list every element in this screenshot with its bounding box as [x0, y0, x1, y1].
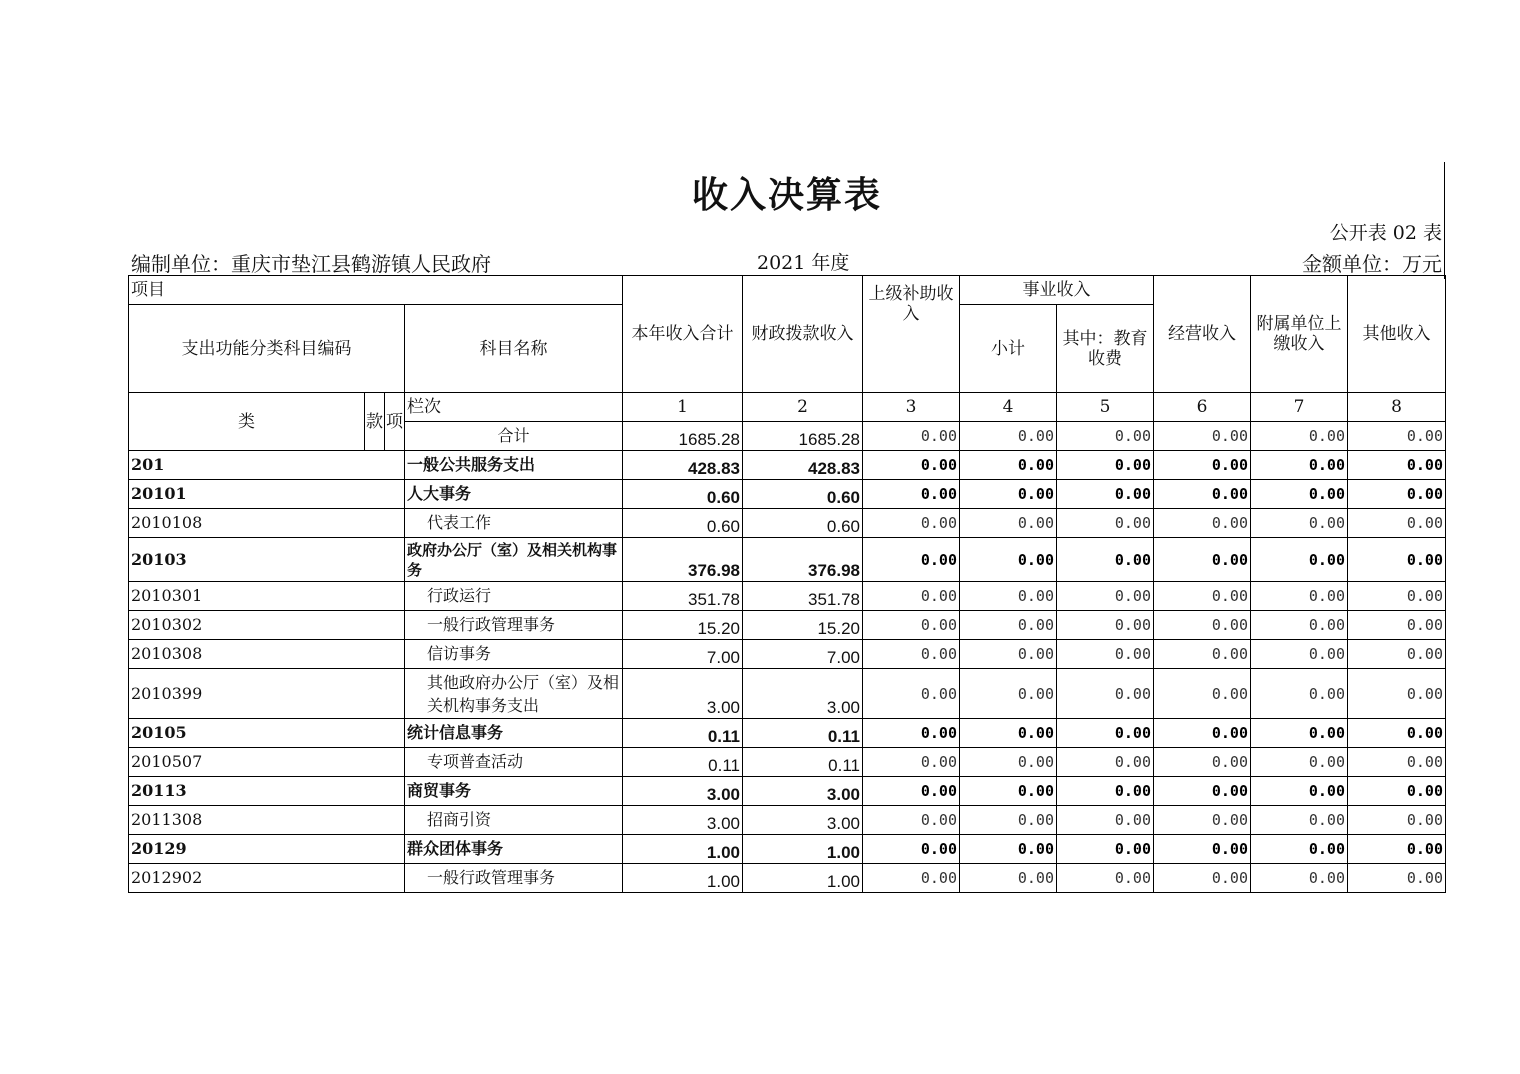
header-function-code: 支出功能分类科目编码 — [129, 305, 405, 393]
row-subject-name: 其他政府办公厅（室）及相关机构事务支出 — [405, 669, 623, 719]
header-subject-name: 科目名称 — [405, 305, 623, 393]
row-amount: 7.00 — [623, 640, 743, 669]
total-value: 0.00 — [1251, 422, 1348, 451]
row-zero-amount: 0.00 — [1154, 509, 1251, 538]
row-zero-amount: 0.00 — [960, 669, 1057, 719]
row-amount: 428.83 — [623, 451, 743, 480]
header-total-income: 本年收入合计 — [623, 276, 743, 393]
row-zero-amount: 0.00 — [1251, 669, 1348, 719]
row-zero-amount: 0.00 — [1251, 864, 1348, 893]
row-zero-amount: 0.00 — [1154, 806, 1251, 835]
row-zero-amount: 0.00 — [960, 864, 1057, 893]
row-zero-amount: 0.00 — [1348, 451, 1446, 480]
row-zero-amount: 0.00 — [960, 835, 1057, 864]
header-project: 项目 — [129, 276, 623, 305]
row-zero-amount: 0.00 — [1057, 835, 1154, 864]
header-lei: 类 — [129, 393, 365, 451]
row-zero-amount: 0.00 — [863, 777, 960, 806]
row-amount: 0.11 — [743, 719, 863, 748]
row-subject-name: 商贸事务 — [405, 777, 623, 806]
row-subject-name: 人大事务 — [405, 480, 623, 509]
header-xiang: 项 — [385, 393, 405, 451]
row-zero-amount: 0.00 — [1251, 451, 1348, 480]
row-zero-amount: 0.00 — [863, 669, 960, 719]
money-unit: 金额单位：万元 — [1302, 252, 1442, 276]
row-zero-amount: 0.00 — [1057, 806, 1154, 835]
row-zero-amount: 0.00 — [1057, 538, 1154, 582]
row-zero-amount: 0.00 — [960, 509, 1057, 538]
table-row — [129, 480, 1446, 509]
row-amount: 0.11 — [623, 719, 743, 748]
row-zero-amount: 0.00 — [1057, 451, 1154, 480]
row-amount: 3.00 — [743, 669, 863, 719]
row-zero-amount: 0.00 — [1057, 582, 1154, 611]
table-row — [129, 451, 1446, 480]
total-value: 0.00 — [863, 422, 960, 451]
row-amount: 3.00 — [623, 806, 743, 835]
row-subject-name: 代表工作 — [405, 509, 623, 538]
row-amount: 7.00 — [743, 640, 863, 669]
table-row — [129, 538, 1446, 582]
row-zero-amount: 0.00 — [1154, 719, 1251, 748]
row-subject-name: 一般行政管理事务 — [405, 864, 623, 893]
row-zero-amount: 0.00 — [1348, 582, 1446, 611]
row-amount: 15.20 — [623, 611, 743, 640]
row-amount: 376.98 — [743, 538, 863, 582]
row-zero-amount: 0.00 — [960, 640, 1057, 669]
row-zero-amount: 0.00 — [863, 538, 960, 582]
row-amount: 1.00 — [743, 835, 863, 864]
total-label: 合计 — [405, 422, 623, 451]
row-subject-name: 招商引资 — [405, 806, 623, 835]
row-amount: 351.78 — [743, 582, 863, 611]
row-code: 2012902 — [129, 864, 405, 893]
row-zero-amount: 0.00 — [1154, 480, 1251, 509]
row-code: 201 — [129, 451, 405, 480]
header-superior-subsidy: 上级补助收入 — [863, 276, 960, 393]
row-code: 2011308 — [129, 806, 405, 835]
row-zero-amount: 0.00 — [1154, 611, 1251, 640]
row-zero-amount: 0.00 — [1057, 864, 1154, 893]
form-number: 公开表 02 表 — [1329, 222, 1442, 244]
col-number: 5 — [1057, 393, 1154, 422]
row-zero-amount: 0.00 — [1251, 835, 1348, 864]
row-amount: 1.00 — [623, 864, 743, 893]
row-zero-amount: 0.00 — [1251, 806, 1348, 835]
row-subject-name: 行政运行 — [405, 582, 623, 611]
header-other-income: 其他收入 — [1348, 276, 1446, 393]
row-zero-amount: 0.00 — [863, 582, 960, 611]
row-amount: 0.60 — [623, 509, 743, 538]
table-row — [129, 748, 1446, 777]
row-zero-amount: 0.00 — [1348, 611, 1446, 640]
col-number: 7 — [1251, 393, 1348, 422]
col-number: 1 — [623, 393, 743, 422]
row-zero-amount: 0.00 — [1057, 669, 1154, 719]
row-amount: 3.00 — [743, 777, 863, 806]
row-zero-amount: 0.00 — [1154, 669, 1251, 719]
row-zero-amount: 0.00 — [1154, 835, 1251, 864]
row-zero-amount: 0.00 — [960, 582, 1057, 611]
row-zero-amount: 0.00 — [1348, 719, 1446, 748]
row-zero-amount: 0.00 — [1251, 777, 1348, 806]
header-education-fee: 其中：教育收费 — [1057, 305, 1154, 393]
row-zero-amount: 0.00 — [1154, 451, 1251, 480]
row-amount: 0.11 — [623, 748, 743, 777]
row-zero-amount: 0.00 — [960, 611, 1057, 640]
row-zero-amount: 0.00 — [863, 806, 960, 835]
table-row — [129, 640, 1446, 669]
header-affiliate-income: 附属单位上缴收入 — [1251, 276, 1348, 393]
row-amount: 3.00 — [623, 777, 743, 806]
row-zero-amount: 0.00 — [1057, 777, 1154, 806]
row-zero-amount: 0.00 — [1348, 640, 1446, 669]
row-subject-name: 统计信息事务 — [405, 719, 623, 748]
row-code: 2010108 — [129, 509, 405, 538]
row-zero-amount: 0.00 — [1154, 640, 1251, 669]
header-kuan: 款 — [365, 393, 385, 451]
row-zero-amount: 0.00 — [960, 538, 1057, 582]
row-zero-amount: 0.00 — [863, 451, 960, 480]
row-zero-amount: 0.00 — [1057, 509, 1154, 538]
row-zero-amount: 0.00 — [960, 748, 1057, 777]
row-subject-name: 一般行政管理事务 — [405, 611, 623, 640]
row-zero-amount: 0.00 — [1154, 777, 1251, 806]
row-zero-amount: 0.00 — [960, 719, 1057, 748]
row-subject-name: 信访事务 — [405, 640, 623, 669]
row-zero-amount: 0.00 — [1348, 806, 1446, 835]
header-lanci: 栏次 — [405, 393, 623, 422]
row-amount: 0.11 — [743, 748, 863, 777]
row-zero-amount: 0.00 — [863, 509, 960, 538]
row-zero-amount: 0.00 — [863, 719, 960, 748]
row-zero-amount: 0.00 — [863, 835, 960, 864]
col-number: 3 — [863, 393, 960, 422]
row-zero-amount: 0.00 — [1251, 509, 1348, 538]
row-code: 2010308 — [129, 640, 405, 669]
row-amount: 428.83 — [743, 451, 863, 480]
row-zero-amount: 0.00 — [1348, 480, 1446, 509]
row-amount: 376.98 — [623, 538, 743, 582]
row-amount: 1.00 — [743, 864, 863, 893]
row-code: 20101 — [129, 480, 405, 509]
col-number: 2 — [743, 393, 863, 422]
row-zero-amount: 0.00 — [1348, 777, 1446, 806]
table-row — [129, 582, 1446, 611]
fiscal-year: 2021 年度 — [757, 252, 850, 274]
row-zero-amount: 0.00 — [1348, 509, 1446, 538]
table-row — [129, 806, 1446, 835]
row-amount: 0.60 — [743, 509, 863, 538]
row-zero-amount: 0.00 — [1154, 748, 1251, 777]
row-zero-amount: 0.00 — [1348, 748, 1446, 777]
row-zero-amount: 0.00 — [863, 480, 960, 509]
row-zero-amount: 0.00 — [960, 451, 1057, 480]
row-code: 2010507 — [129, 748, 405, 777]
row-zero-amount: 0.00 — [1057, 480, 1154, 509]
row-zero-amount: 0.00 — [1057, 611, 1154, 640]
row-zero-amount: 0.00 — [1348, 864, 1446, 893]
row-amount: 0.60 — [743, 480, 863, 509]
row-zero-amount: 0.00 — [1057, 640, 1154, 669]
row-zero-amount: 0.00 — [1348, 835, 1446, 864]
col-number: 6 — [1154, 393, 1251, 422]
row-zero-amount: 0.00 — [960, 480, 1057, 509]
col-number: 8 — [1348, 393, 1446, 422]
header-business-income: 事业收入 — [960, 276, 1154, 305]
row-zero-amount: 0.00 — [1251, 748, 1348, 777]
total-value: 0.00 — [1154, 422, 1251, 451]
income-table — [128, 275, 1446, 893]
row-subject-name: 一般公共服务支出 — [405, 451, 623, 480]
row-zero-amount: 0.00 — [1154, 864, 1251, 893]
table-row — [129, 669, 1446, 719]
row-zero-amount: 0.00 — [1057, 748, 1154, 777]
total-value: 0.00 — [1057, 422, 1154, 451]
header-operating-income: 经营收入 — [1154, 276, 1251, 393]
page-title: 收入决算表 — [691, 175, 882, 216]
total-value: 0.00 — [1348, 422, 1446, 451]
table-row — [129, 777, 1446, 806]
row-zero-amount: 0.00 — [1251, 480, 1348, 509]
row-zero-amount: 0.00 — [1251, 719, 1348, 748]
total-value: 1685.28 — [743, 422, 863, 451]
row-code: 20103 — [129, 538, 405, 582]
row-zero-amount: 0.00 — [1251, 538, 1348, 582]
row-zero-amount: 0.00 — [960, 806, 1057, 835]
row-amount: 351.78 — [623, 582, 743, 611]
row-amount: 0.60 — [623, 480, 743, 509]
row-amount: 15.20 — [743, 611, 863, 640]
row-zero-amount: 0.00 — [863, 640, 960, 669]
total-value: 1685.28 — [623, 422, 743, 451]
table-row — [129, 611, 1446, 640]
row-code: 2010301 — [129, 582, 405, 611]
total-value: 0.00 — [960, 422, 1057, 451]
row-zero-amount: 0.00 — [1251, 640, 1348, 669]
row-zero-amount: 0.00 — [1348, 669, 1446, 719]
row-zero-amount: 0.00 — [1251, 611, 1348, 640]
header-subtotal: 小计 — [960, 305, 1057, 393]
row-zero-amount: 0.00 — [863, 864, 960, 893]
table-row — [129, 835, 1446, 864]
row-amount: 1.00 — [623, 835, 743, 864]
table-row — [129, 864, 1446, 893]
compiling-unit: 编制单位：重庆市垫江县鹤游镇人民政府 — [131, 252, 491, 276]
row-code: 20105 — [129, 719, 405, 748]
row-code: 2010302 — [129, 611, 405, 640]
header-fiscal-income: 财政拨款收入 — [743, 276, 863, 393]
row-code: 20113 — [129, 777, 405, 806]
row-zero-amount: 0.00 — [1154, 582, 1251, 611]
table-row — [129, 719, 1446, 748]
row-zero-amount: 0.00 — [863, 748, 960, 777]
row-zero-amount: 0.00 — [1154, 538, 1251, 582]
row-zero-amount: 0.00 — [1251, 582, 1348, 611]
row-subject-name: 群众团体事务 — [405, 835, 623, 864]
row-code: 2010399 — [129, 669, 405, 719]
row-code: 20129 — [129, 835, 405, 864]
col-number: 4 — [960, 393, 1057, 422]
row-subject-name: 专项普查活动 — [405, 748, 623, 777]
row-zero-amount: 0.00 — [960, 777, 1057, 806]
row-subject-name: 政府办公厅（室）及相关机构事务 — [405, 538, 623, 582]
row-zero-amount: 0.00 — [1057, 719, 1154, 748]
row-zero-amount: 0.00 — [1348, 538, 1446, 582]
row-amount: 3.00 — [623, 669, 743, 719]
row-zero-amount: 0.00 — [863, 611, 960, 640]
table-row — [129, 509, 1446, 538]
row-amount: 3.00 — [743, 806, 863, 835]
